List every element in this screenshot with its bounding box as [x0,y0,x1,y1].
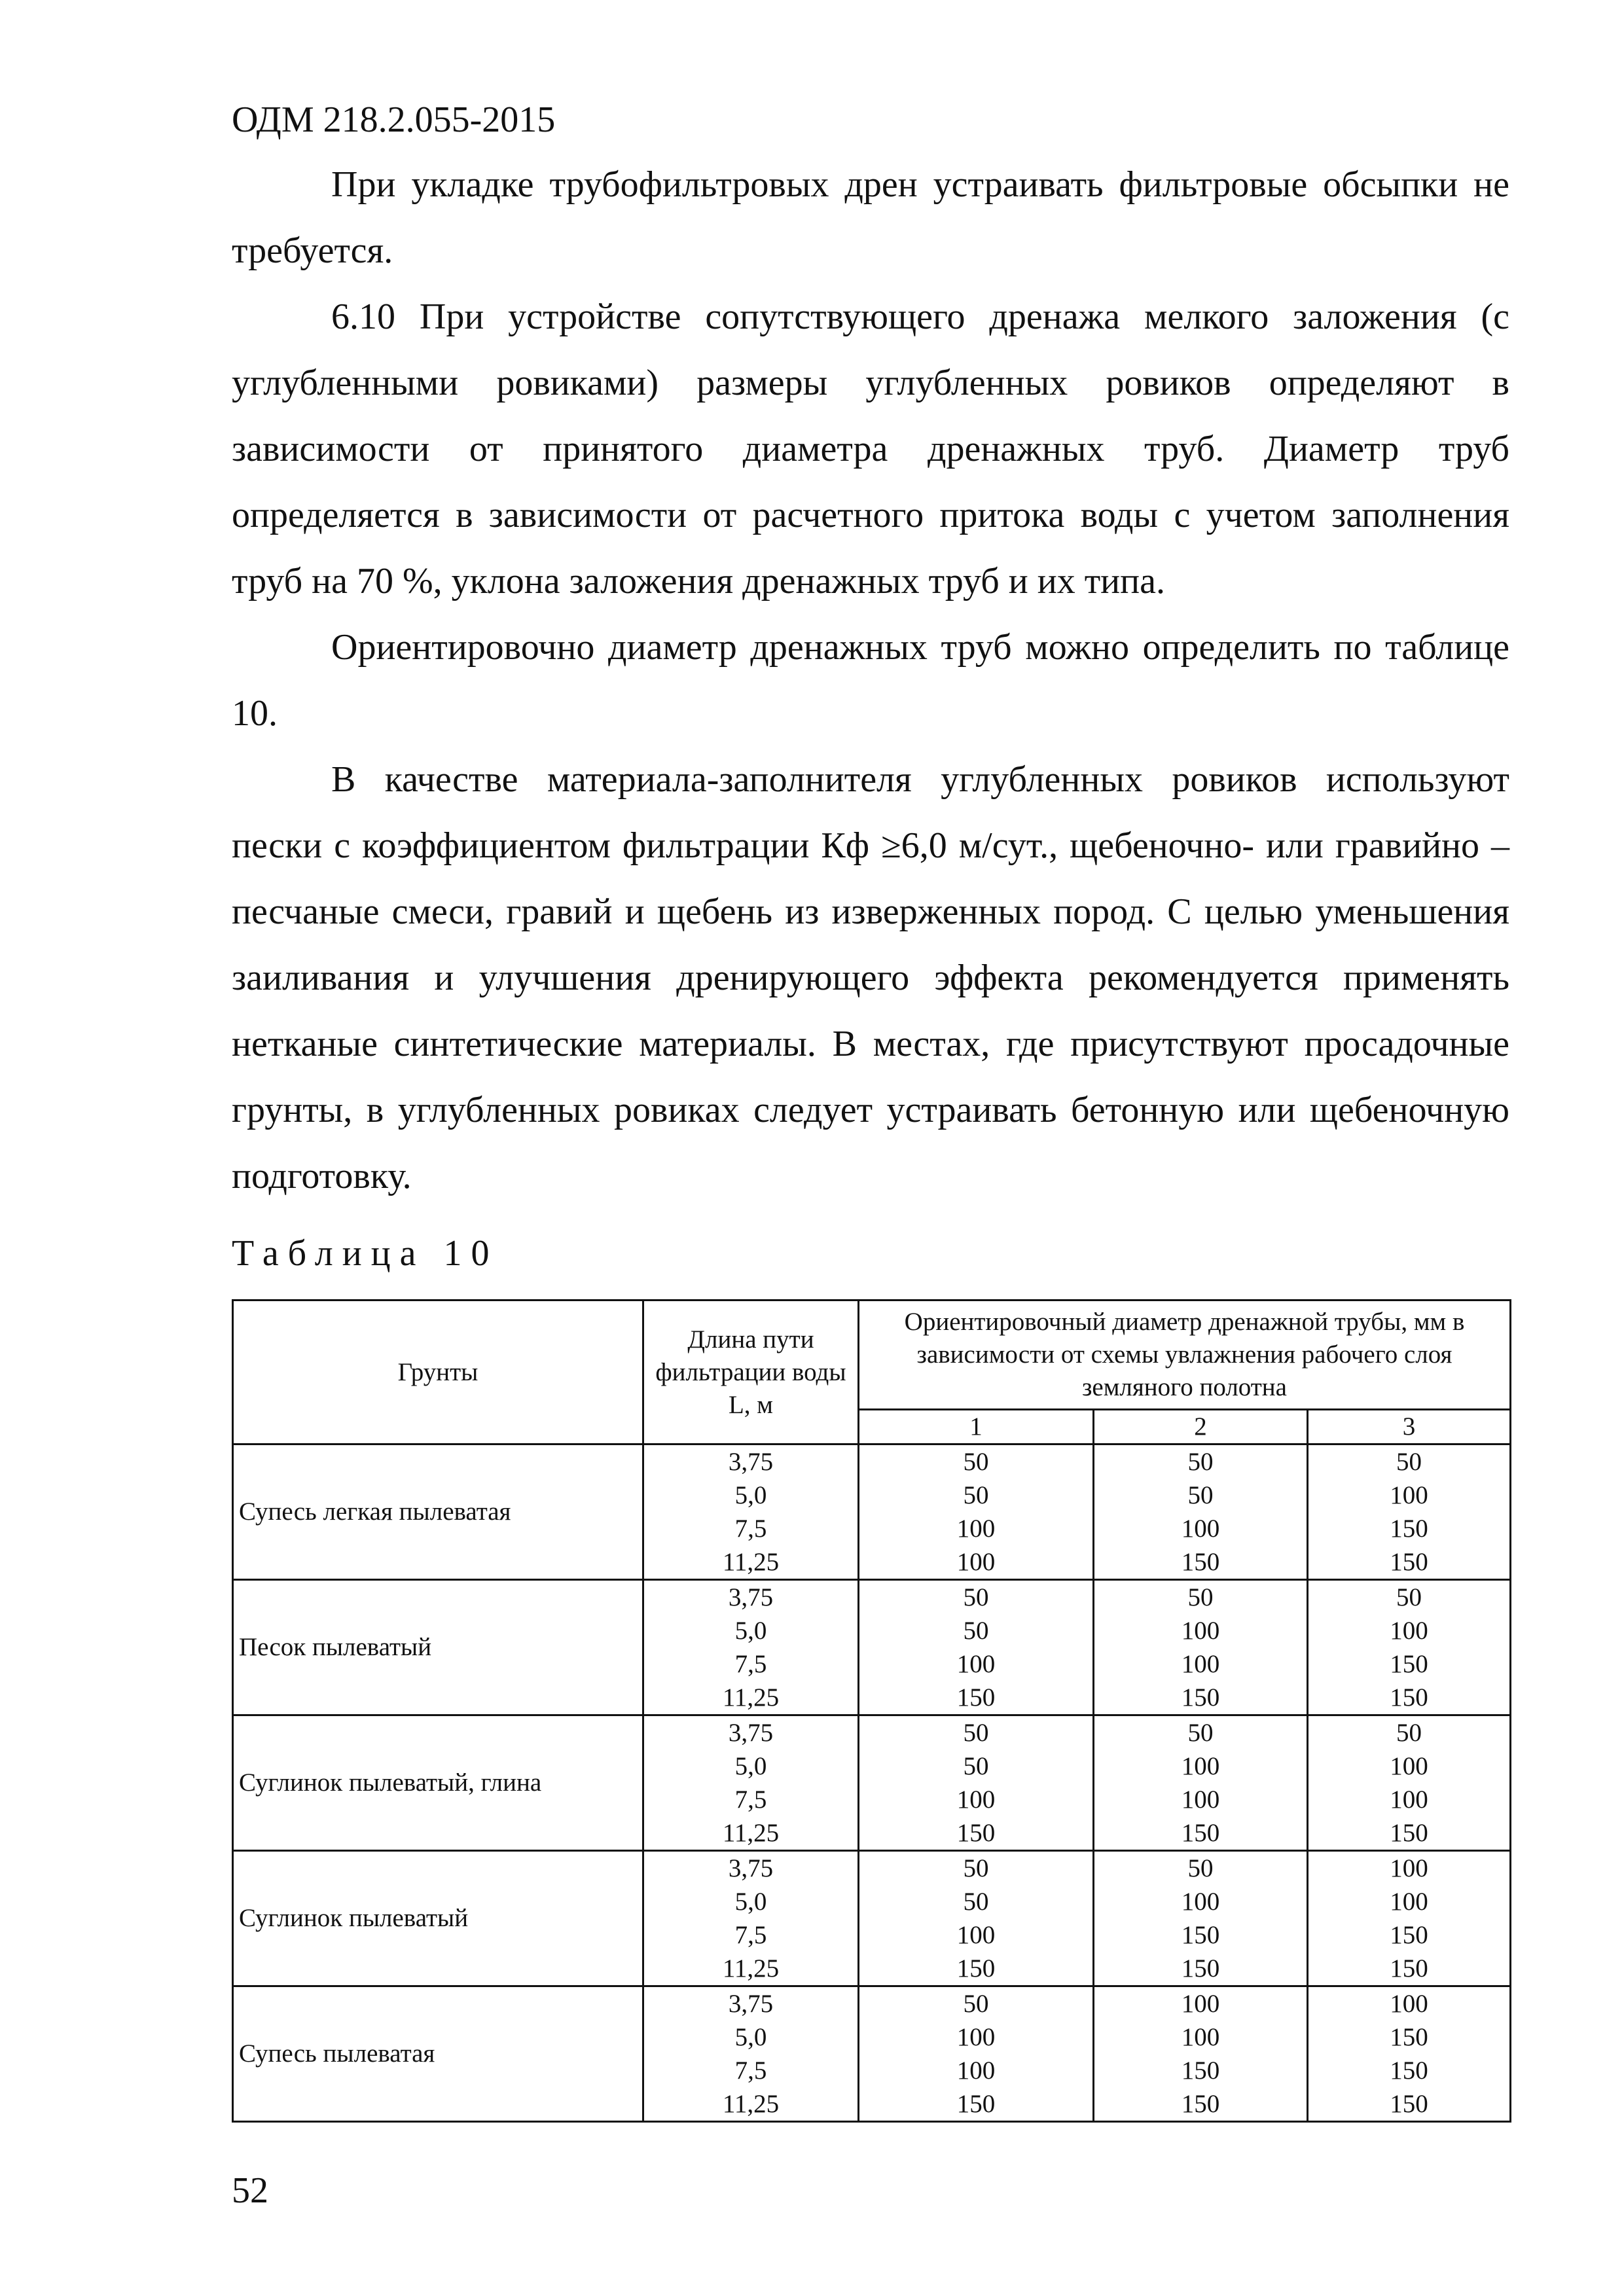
diameter-cell [859,1851,1094,1986]
diameter-value: 50 [1396,1448,1422,1476]
diameter-value: 100 [956,2023,996,2051]
header-scheme: 1 [859,1410,1094,1444]
soil-cell: Суглинок пылеватый, глина [233,1715,643,1851]
diameter-value: 100 [956,1921,996,1949]
diameter-value: 150 [1390,2090,1428,2118]
paragraph: 6.10 При устройстве сопутствующего дренажа мелкого заложения (с углубленными ровиками) размеры углубленных ровиков определяют в зависимости от принятого диаметра дренажных труб. Диаметр труб определяется в зависимости от расчетного притока воды с учетом заполнения труб на 70 %, уклона заложения дренажных труб и их типа. [232,296,1509,601]
length-value: 11,25 [722,2090,780,2118]
table-row [233,1715,1511,1851]
length-value: 5,0 [734,1617,767,1645]
diameter-value: 50 [963,1617,989,1645]
diameter-cell [1308,1444,1511,1580]
length-value: 5,0 [734,1888,767,1916]
diameter-value: 50 [963,1448,989,1476]
length-value: 7,5 [734,1921,767,1949]
length-value: 7,5 [734,2056,767,2085]
table-row [233,1444,1511,1580]
diameter-value: 150 [1390,1548,1428,1576]
diameter-cell [859,1444,1094,1580]
length-value: 11,25 [722,1548,780,1576]
diameter-cell [1094,1444,1308,1580]
length-value: 3,75 [728,1854,774,1882]
diameter-value: 100 [1181,1888,1220,1916]
diameter-value: 50 [963,1583,989,1611]
length-value: 3,75 [728,1719,774,1747]
diameter-value: 100 [1390,1617,1428,1645]
length-value: 5,0 [734,2023,767,2051]
diameter-value: 100 [1181,1752,1220,1780]
diameter-value: 50 [1396,1583,1422,1611]
document-code: ОДМ 218.2.055-2015 [232,99,556,140]
diameter-value: 100 [1390,1990,1428,2018]
length-value: 11,25 [722,1954,780,1982]
diameter-value: 150 [956,1683,996,1712]
diameter-value: 100 [1181,1785,1220,1814]
diameter-value: 50 [1187,1448,1214,1476]
diameter-value: 50 [1396,1719,1422,1747]
diameter-cell [1308,1851,1511,1986]
table-caption: Таблица 10 [232,1233,499,1274]
diameter-value: 50 [963,1719,989,1747]
diameter-value: 100 [1390,1785,1428,1814]
diameter-value: 150 [1390,2023,1428,2051]
diameter-cell [859,1715,1094,1851]
diameter-value: 100 [1390,1854,1428,1882]
diameter-value: 150 [1181,2090,1220,2118]
diameter-cell [1094,1580,1308,1715]
length-value: 3,75 [728,1990,774,2018]
diameter-value: 150 [956,1954,996,1982]
header-diameter: Ориентировочный диаметр дренажной трубы, мм в зависимости от схемы увлажнения рабочего слоя земляного полотна [859,1300,1511,1410]
table-row [233,1851,1511,1986]
diameter-cell [1094,1986,1308,2122]
diameter-value: 150 [1181,1548,1220,1576]
diameter-value: 150 [1390,1515,1428,1543]
diameter-value: 100 [956,1515,996,1543]
length-value: 11,25 [722,1819,780,1847]
length-cell [643,1444,859,1580]
diameter-value: 50 [1187,1719,1214,1747]
soil-cell: Супесь пылеватая [233,1986,643,2122]
diameter-value: 50 [1187,1854,1214,1882]
body-text [232,152,1509,1210]
length-cell [643,1715,859,1851]
diameter-value: 100 [1390,1888,1428,1916]
diameter-value: 150 [1390,1819,1428,1847]
length-value: 3,75 [728,1448,774,1476]
diameter-value: 50 [1187,1481,1214,1509]
header-scheme: 3 [1308,1410,1511,1444]
diameter-value: 150 [1181,2056,1220,2085]
diameter-value: 100 [1390,1481,1428,1509]
length-cell [643,1986,859,2122]
diameter-value: 100 [1181,1990,1220,2018]
diameter-value: 100 [1181,1515,1220,1543]
length-value: 5,0 [734,1752,767,1780]
diameter-value: 150 [1181,1921,1220,1949]
diameter-value: 50 [963,1481,989,1509]
diameter-value: 150 [1181,1954,1220,1982]
diameter-value: 100 [1181,1617,1220,1645]
header-soil: Грунты [233,1300,643,1444]
table-body [233,1444,1511,2122]
diameter-value: 150 [1181,1683,1220,1712]
diameter-value: 150 [1390,2056,1428,2085]
diameter-value: 50 [1187,1583,1214,1611]
diameter-cell [1308,1715,1511,1851]
length-cell [643,1851,859,1986]
diameter-value: 150 [1390,1683,1428,1712]
length-value: 3,75 [728,1583,774,1611]
diameter-cell [1094,1715,1308,1851]
soil-cell: Суглинок пылеватый [233,1851,643,1986]
length-value: 7,5 [734,1515,767,1543]
soil-cell: Песок пылеватый [233,1580,643,1715]
diameter-value: 150 [1390,1954,1428,1982]
paragraph: В качестве материала-заполнителя углубленных ровиков используют пески с коэффициентом фильтрации Кф ≥6,0 м/сут., щебеночно- или гравийно – песчаные смеси, гравий и щебень из изверженных пород. С целью уменьшения заиливания и улучшения дренирующего эффекта рекомендуется применять нетканые синтетические материалы. В местах, где присутствуют просадочные грунты, в углубленных ровиках следует устраивать бетонную или щебеночную подготовку. [232,759,1509,1196]
diameter-cell [1308,1580,1511,1715]
diameter-value: 150 [956,2090,996,2118]
diameter-value: 150 [1390,1921,1428,1949]
diameter-value: 100 [956,1785,996,1814]
diameter-value: 50 [963,1854,989,1882]
diameter-value: 100 [956,1650,996,1678]
length-value: 7,5 [734,1785,767,1814]
diameter-value: 100 [1181,2023,1220,2051]
table-row [233,1986,1511,2122]
diameter-value: 50 [963,1752,989,1780]
pipe-diameter-table [232,1299,1511,2123]
diameter-value: 100 [956,2056,996,2085]
diameter-value: 100 [956,1548,996,1576]
length-cell [643,1580,859,1715]
soil-cell: Супесь легкая пылеватая [233,1444,643,1580]
page-number: 52 [232,2170,268,2211]
diameter-cell [859,1986,1094,2122]
diameter-value: 100 [1390,1752,1428,1780]
diameter-value: 150 [1181,1819,1220,1847]
diameter-value: 150 [1390,1650,1428,1678]
length-value: 7,5 [734,1650,767,1678]
diameter-cell [859,1580,1094,1715]
table-row [233,1580,1511,1715]
length-value: 11,25 [722,1683,780,1712]
length-value: 5,0 [734,1481,767,1509]
diameter-cell [1094,1851,1308,1986]
diameter-cell [1308,1986,1511,2122]
diameter-value: 150 [956,1819,996,1847]
header-length: Длина пути фильтрации воды L, м [643,1300,859,1444]
diameter-value: 50 [963,1888,989,1916]
paragraph: При укладке трубофильтровых дрен устраивать фильтровые обсыпки не требуется. [232,164,1509,271]
paragraph: Ориентировочно диаметр дренажных труб можно определить по таблице 10. [232,627,1509,734]
header-scheme: 2 [1094,1410,1308,1444]
diameter-value: 50 [963,1990,989,2018]
diameter-value: 100 [1181,1650,1220,1678]
